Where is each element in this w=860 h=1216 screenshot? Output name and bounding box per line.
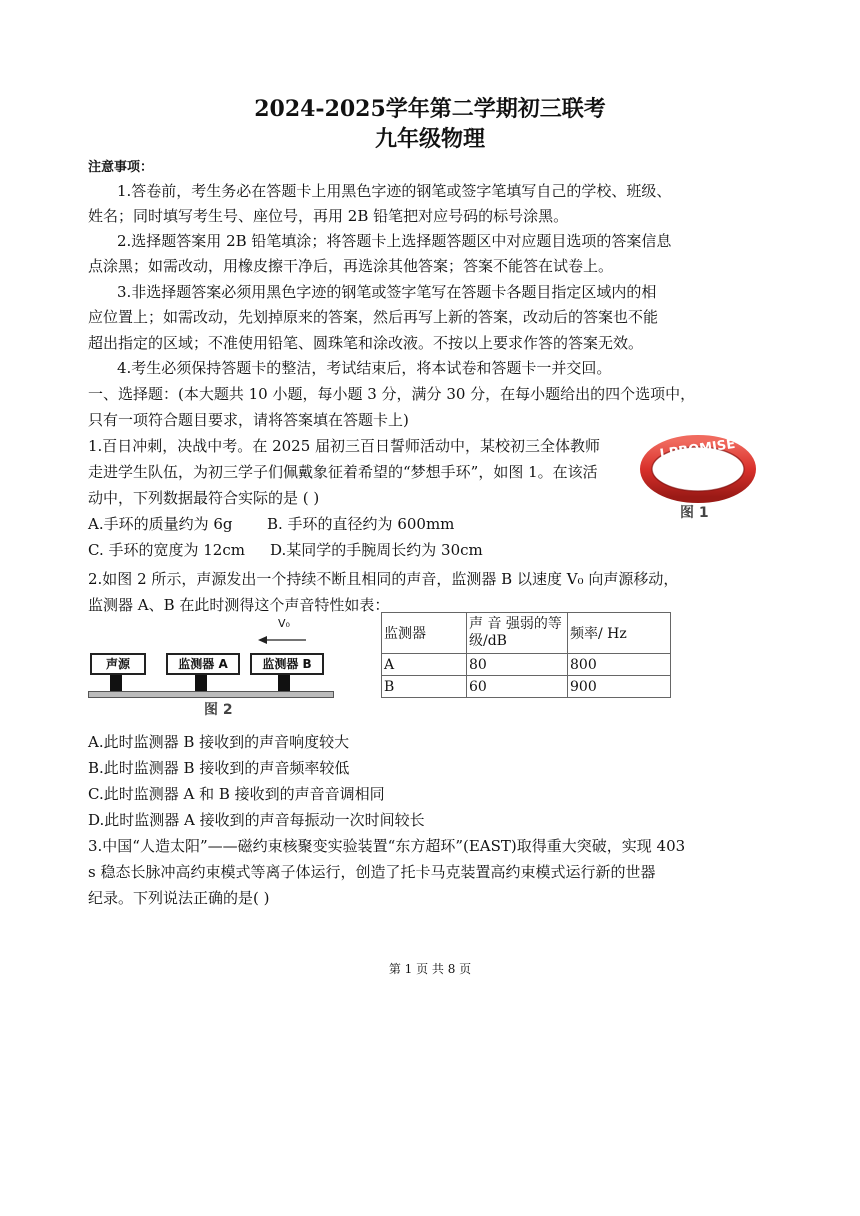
notes-line: 2.选择题答案用 2B 铅笔填涂；将答题卡上选择题答题区中对应题目选项的答案信息 (117, 232, 672, 250)
page-subtitle: 九年级物理 (374, 126, 485, 152)
arrow-left-icon (258, 635, 308, 645)
monitor-b-box: 监测器 B (250, 653, 324, 675)
sound-source-box: 声源 (90, 653, 146, 675)
table-cell: 900 (568, 676, 671, 698)
notes-line: 1.答卷前，考生务必在答题卡上用黑色字迹的钢笔或签字笔填写自己的学校、班级、 (117, 182, 672, 200)
q3-stem: 3.中国“人造太阳”——磁约束核聚变实验装置“东方超环”(EAST)取得重大突破，实现 403 (88, 837, 686, 855)
table-cell: 800 (568, 654, 671, 676)
figure-1-label: 图 1 (680, 505, 709, 521)
q1-option-c: C. 手环的宽度为 12cm (88, 541, 245, 559)
bracelet-figure (640, 425, 760, 505)
table-cell: 80 (467, 654, 568, 676)
q3-stem: s 稳态长脉冲高约束模式等离子体运行，创造了托卡马克装置高约束模式运行新的世器 (88, 863, 656, 881)
notes-heading: 注意事项： (88, 160, 154, 175)
notes-line: 超出指定的区域；不准使用铅笔、圆珠笔和涂改液。不按以上要求作答的答案无效。 (88, 334, 644, 352)
section-heading-cont: 只有一项符合题目要求，请将答案填在答题卡上) (88, 411, 409, 429)
notes-line: 4.考生必须保持答题卡的整洁，考试结束后，将本试卷和答题卡一并交回。 (117, 359, 612, 377)
table-row (382, 654, 671, 676)
q1-option-d: D.某同学的手腕周长约为 30cm (270, 541, 483, 559)
page-title: 2024-2025学年第二学期初三联考 (254, 96, 606, 122)
track (88, 691, 334, 698)
q2-stem: 2.如图 2 所示，声源发出一个持续不断且相同的声音，监测器 B 以速度 V₀ 向声源移动， (88, 570, 679, 588)
q1-stem: 走进学生队伍，为初三学子们佩戴象征着希望的“梦想手环”，如图 1。在该活 (88, 463, 598, 481)
q1-option-a: A.手环的质量约为 6g (88, 515, 233, 533)
q2-option-a: A.此时监测器 B 接收到的声音响度较大 (88, 733, 350, 751)
q1-stem: 1.百日冲刺，决战中考。在 2025 届初三百日誓师活动中，某校初三全体教师 (88, 437, 601, 455)
notes-line: 姓名；同时填写考生号、座位号，再用 2B 铅笔把对应号码的标号涂黑。 (88, 207, 569, 225)
notes-line: 点涂黑；如需改动，用橡皮擦干净后，再选涂其他答案；答案不能答在试卷上。 (88, 257, 614, 275)
table-cell: B (382, 676, 467, 698)
table-cell: A (382, 654, 467, 676)
monitor-b-stand (278, 675, 290, 691)
monitor-a-stand (195, 675, 207, 691)
q2-stem: 监测器 A、B 在此时测得这个声音特性如表： (88, 596, 390, 614)
q2-option-c: C.此时监测器 A 和 B 接收到的声音音调相同 (88, 785, 385, 803)
section-heading: 一、选择题：(本大题共 10 小题，每小题 3 分，满分 30 分，在每小题给出的四个选项中， (88, 385, 696, 403)
figure-2 (88, 615, 338, 720)
figure-2-label: 图 2 (204, 702, 233, 718)
notes-line: 应位置上；如需改动，先划掉原来的答案，然后再写上新的答案，改动后的答案也不能 (88, 308, 659, 326)
q1-option-b: B. 手环的直径约为 600mm (267, 515, 455, 533)
velocity-label: V₀ (278, 617, 290, 630)
q3-stem: 纪录。下列说法正确的是( ) (88, 889, 270, 907)
bracelet-text: I PROMISE (658, 436, 737, 463)
monitor-a-box: 监测器 A (166, 653, 240, 675)
table-row (382, 676, 671, 698)
table-cell: 60 (467, 676, 568, 698)
table-header: 监测器 (382, 613, 467, 654)
notes-line: 3.非选择题答案必须用黑色字迹的钢笔或签字笔写在答题卡各题目指定区域内的相 (117, 283, 657, 301)
sound-source-stand (110, 675, 122, 691)
q1-stem: 动中，下列数据最符合实际的是 ( ) (88, 489, 320, 507)
sound-table (381, 612, 671, 698)
table-header-row (382, 613, 671, 654)
q2-option-b: B.此时监测器 B 接收到的声音频率较低 (88, 759, 350, 777)
page-number: 第 1 页 共 8 页 (388, 962, 472, 976)
q2-option-d: D.此时监测器 A 接收到的声音每振动一次时间较长 (88, 811, 425, 829)
table-header: 频率/ Hz (568, 613, 671, 654)
table-header: 声 音 强弱的等级/dB (467, 613, 568, 654)
